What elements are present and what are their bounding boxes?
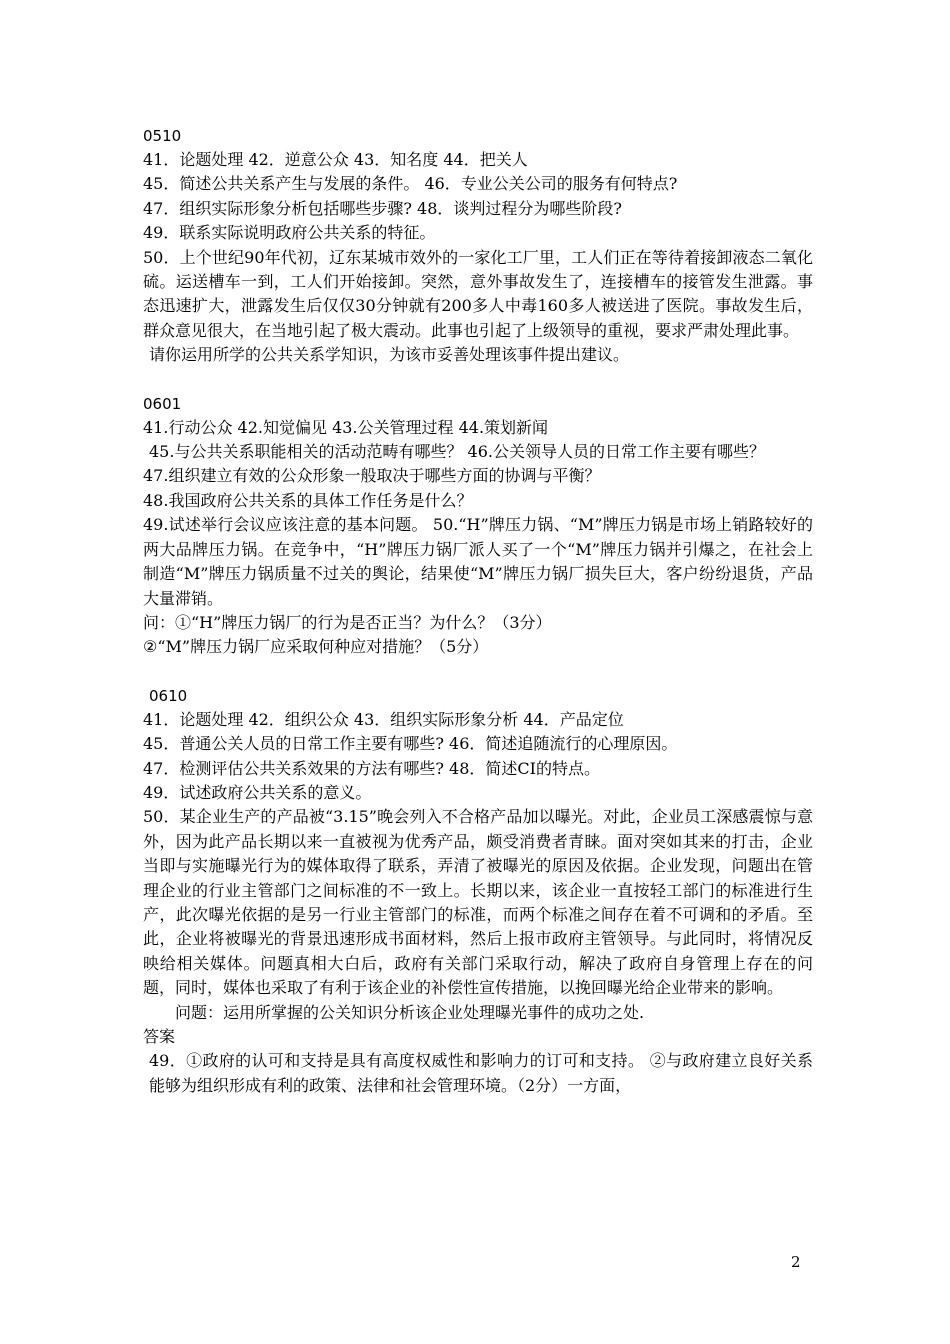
section-0510 xyxy=(143,124,813,368)
case-paragraph: 50．上个世纪90年代初，辽东某城市效外的一家化工厂里，工人们正在等待着接卸液态二氧化硫。运送槽车一到，工人们开始接卸。突然，意外事故发生了，连接槽车的接管发生泄露。事态迅速扩大，泄露发生后仅仅30分钟就有200多人中毒160多人被送进了医院。事故发生后，群众意见很大，在当地引起了极大震动。此事也引起了上级领导的重视，要求严肃处理此事。 xyxy=(143,247,813,340)
question-line: 49．联系实际说明政府公共关系的特征。 xyxy=(143,223,436,243)
section-0601 xyxy=(143,392,813,660)
case-question: ②“M”牌压力锅厂应采取何种应对措施？（5分） xyxy=(143,637,489,657)
document-page xyxy=(143,124,813,1098)
section-0610 xyxy=(143,684,813,1099)
question-line: 41.行动公众 42.知觉偏见 43.公关管理过程 44.策划新闻 xyxy=(143,417,549,437)
answer-label: 答案 xyxy=(143,1027,176,1046)
question-line: 47．组织实际形象分析包括哪些步骤? 48．谈判过程分为哪些阶段? xyxy=(143,198,622,218)
question-line: 47．检测评估公共关系效果的方法有哪些? 48．简述CI的特点。 xyxy=(143,758,600,778)
page-number: 2 xyxy=(791,1253,801,1271)
question-line: 48.我国政府公共关系的具体工作任务是什么？ xyxy=(143,490,473,510)
section-code: 0610 xyxy=(149,686,188,705)
case-question: 问题：运用所掌握的公关知识分析该企业处理曝光事件的成功之处. xyxy=(175,1002,645,1022)
question-line: 45．普通公关人员的日常工作主要有哪些? 46．简述追随流行的心理原因。 xyxy=(143,734,678,754)
question-line: 47.组织建立有效的公众形象一般取决于哪些方面的协调与平衡？ xyxy=(143,466,601,486)
question-line: 41．论题处理 42．逆意公众 43．知名度 44．把关人 xyxy=(143,150,528,169)
case-paragraph: 49.试述举行会议应该注意的基本问题。 50.“H”牌压力锅、“M”牌压力锅是市场上销路较好的两大品牌压力锅。在竞争中，“H”牌压力锅厂派人买了一个“M”牌压力锅并引爆之，在社会上制造“M”牌压力锅质量不过关的舆论，结果使“M”牌压力锅厂损失巨大，客户纷纷退货，产品大量滞销。 xyxy=(143,515,813,608)
question-line: 41．论题处理 42．组织公众 43．组织实际形象分析 44．产品定位 xyxy=(143,709,624,729)
case-paragraph: 50．某企业生产的产品被“3.15”晚会列入不合格产品加以曝光。对此，企业员工深感震惊与意外，因为此产品长期以来一直被视为优秀产品，颇受消费者青睐。面对突如其来的打击，企业当即与实施曝光行为的媒体取得了联系，弄清了被曝光的原因及依据。企业发现，问题出在管理企业的行业主管部门之间标准的不一致上。长期以来，该企业一直按轻工部门的标准进行生产，此次曝光依据的是另一行业主管部门的标准，而两个标准之间存在着不可调和的矛盾。至此，企业将被曝光的背景迅速形成书面材料，然后上报市政府主管领导。与此同时，将情况反映给相关媒体。问题真相大白后，政府有关部门采取行动，解决了政府自身管理上存在的问题，同时，媒体也采取了有利于该企业的补偿性宣传措施，以挽回曝光给企业带来的影响。 xyxy=(143,807,813,998)
section-code: 0601 xyxy=(143,394,182,413)
case-question: 请你运用所学的公共关系学知识，为该市妥善处理该事件提出建议。 xyxy=(149,345,630,365)
case-question: 问：①“H”牌压力锅厂的行为是否正当？为什么？（3分） xyxy=(143,612,552,632)
question-line: 45．简述公共关系产生与发展的条件。 46．专业公关公司的服务有何特点? xyxy=(143,174,678,194)
question-paragraph: 45.与公共关系职能相关的活动范畴有哪些？ 46.公关领导人员的日常工作主要有哪些？ xyxy=(149,442,765,462)
question-line: 49．试述政府公共关系的意义。 xyxy=(143,782,372,802)
answer-paragraph: 49．①政府的认可和支持是具有高度权威性和影响力的订可和支持。 ②与政府建立良好关系能够为组织形成有利的政策、法律和社会管理环境。（2分）一方面， xyxy=(149,1051,813,1095)
section-code: 0510 xyxy=(143,127,182,145)
